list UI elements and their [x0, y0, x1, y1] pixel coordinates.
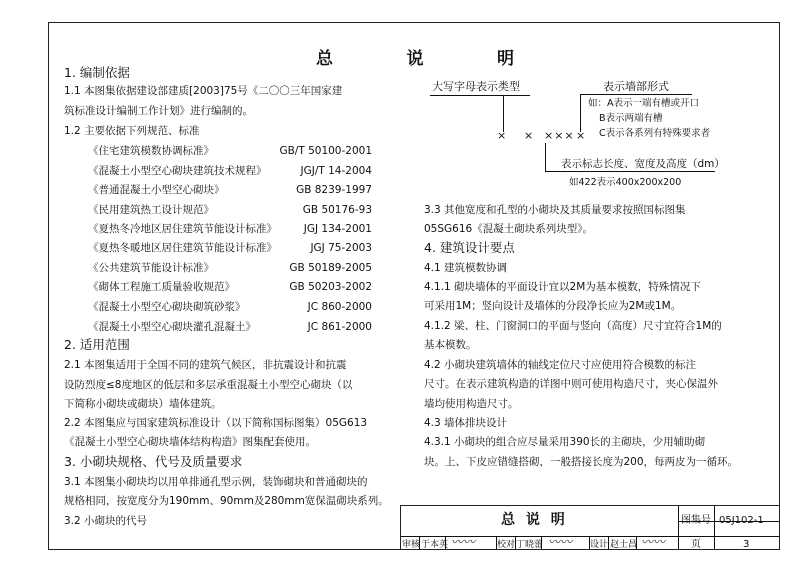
- para-3-1-cont: 规格相同，按宽度分为190mm、90mm及280mm宽保温砌块系列。: [64, 495, 389, 507]
- section-4-heading: 4. 建筑设计要点: [424, 240, 515, 255]
- para-4-2-cont2: 墙均使用构造尺寸。: [424, 398, 519, 410]
- para-4-3-1-cont: 块。上、下皮应错缝搭砌，一般搭接长度为200，每两皮为一循环。: [424, 456, 739, 468]
- standard-code: JC 860-2000: [307, 301, 372, 313]
- sheet-title: 总 说 明: [501, 512, 568, 528]
- standard-name: 《混凝土小型空心砌块砌筑砂浆》: [88, 301, 246, 313]
- check-label: 校对: [497, 540, 516, 550]
- para-3-3-cont: 05SG616《混凝土砌块系列块型》。: [424, 223, 593, 235]
- standard-code: JGJ/T 14-2004: [300, 165, 372, 177]
- atlas-no: 05J102-1: [719, 515, 764, 526]
- section-1-heading: 1. 编制依据: [64, 65, 130, 80]
- para-4-3: 4.3 墙体排块设计: [424, 417, 508, 429]
- standard-code: GB/T 50100-2001: [279, 145, 372, 157]
- para-2-2-cont: 《混凝土小型空心砌块墙体结构构造》图集配套使用。: [64, 436, 316, 448]
- title-char: 总: [316, 49, 335, 69]
- standard-name: 《公共建筑节能设计标准》: [88, 262, 214, 274]
- para-2-2: 2.2 本图集应与国家建筑标准设计（以下简称国标图集）05G613: [64, 417, 368, 429]
- para-1-1: 1.1 本图集依据建设部建质[2003]75号《二〇〇三年国家建: [64, 85, 343, 97]
- standard-name: 《砌体工程施工质量验收规范》: [88, 281, 235, 293]
- standard-row: [88, 144, 372, 158]
- standard-name: 《夏热冬暖地区居住建筑节能设计标准》: [88, 242, 277, 254]
- para-4-1-1: 4.1.1 砌块墙体的平面设计宜以2M为基本模数，特殊情况下: [424, 281, 701, 293]
- standard-row: [88, 222, 372, 236]
- standard-name: 《混凝土小型空心砌块灌孔混凝土》: [88, 321, 256, 333]
- para-2-1: 2.1 本图集适用于全国不同的建筑气候区，非抗震设计和抗震: [64, 359, 347, 371]
- standard-row: [88, 164, 372, 178]
- standard-row: [88, 203, 372, 217]
- title-char: 明: [497, 49, 516, 69]
- standard-row: [88, 280, 372, 294]
- review-label: 审核: [402, 540, 421, 550]
- para-3-1: 3.1 本图集小砌块均以用单排通孔型示例，装饰砌块和普通砌块的: [64, 476, 368, 488]
- type-label: 大写字母表示类型: [432, 80, 520, 93]
- designer-name: 赵士昌: [610, 540, 638, 550]
- title-char: 说: [406, 49, 426, 69]
- wall-form-leader-line: [580, 94, 581, 132]
- option-a: 如：A表示一端有槽或开口: [588, 98, 699, 109]
- para-4-1-2-cont: 基本模数。: [424, 339, 477, 351]
- section-3-heading: 3. 小砌块规格、代号及质量要求: [64, 454, 243, 469]
- type-leader-line: [503, 95, 504, 132]
- code-char: ×: [524, 129, 534, 142]
- wall-form-underline: [580, 94, 692, 95]
- para-4-3-1: 4.3.1 小砌块的组合应尽量采用390长的主砌块，少用辅助砌: [424, 436, 706, 448]
- section-2-heading: 2. 适用范围: [64, 337, 130, 352]
- dim-example: 如422表示400x200x200: [569, 177, 682, 188]
- standard-code: GB 50189-2005: [289, 262, 372, 274]
- designer-signature: 〰〰: [641, 535, 666, 549]
- standard-name: 《民用建筑热工设计规范》: [88, 204, 214, 216]
- option-b: B表示两端有槽: [599, 113, 663, 124]
- standard-name: 《住宅建筑模数协调标准》: [88, 145, 214, 157]
- reviewer-signature: 〰〰: [451, 535, 476, 549]
- dim-leader-line: [545, 143, 546, 171]
- para-4-2-cont: 尺寸。在表示建筑构造的详图中则可使用构造尺寸，夹心保温外: [424, 378, 718, 390]
- standard-row: [88, 300, 372, 314]
- option-c: C表示各系列有特殊要求者: [599, 128, 711, 139]
- standard-name: 《夏热冬冷地区居住建筑节能设计标准》: [88, 223, 277, 235]
- standard-code: JC 861-2000: [307, 321, 372, 333]
- code-char-group: ×××: [544, 129, 575, 142]
- standard-name: 《普通混凝土小型空心砌块》: [88, 184, 225, 196]
- standard-row: [88, 241, 372, 255]
- standard-code: JGJ 75-2003: [310, 242, 372, 254]
- code-char: ×: [497, 129, 507, 142]
- wall-form-label: 表示墙部形式: [603, 80, 669, 93]
- para-3-3: 3.3 其他宽度和孔型的小砌块及其质量要求按照国标图集: [424, 204, 686, 216]
- dim-label-underline: [545, 171, 715, 172]
- para-1-1-cont: 筑标准设计编制工作计划》进行编制的。: [64, 105, 253, 117]
- title-block-divider: [714, 506, 715, 549]
- standard-code: GB 8239-1997: [296, 184, 372, 196]
- para-4-1: 4.1 建筑模数协调: [424, 262, 508, 274]
- checker-name: 丁晓蕾: [516, 540, 544, 550]
- para-2-1-cont2: 下简称小砌块或砌块）墙体建筑。: [64, 398, 222, 410]
- standard-code: GB 50176-93: [302, 204, 372, 216]
- para-4-1-1-cont: 可采用1M；竖向设计及墙体的分段净长应为2M或1M。: [424, 300, 682, 312]
- para-1-2: 1.2 主要依据下列规范、标准: [64, 125, 200, 137]
- atlas-no-label: 图集号: [681, 515, 711, 526]
- title-block-divider: [608, 536, 609, 549]
- checker-signature: 〰〰: [548, 535, 573, 549]
- page-title: [316, 44, 516, 69]
- para-3-2: 3.2 小砌块的代号: [64, 515, 148, 527]
- standard-row: [88, 183, 372, 197]
- title-block-divider: [678, 506, 679, 549]
- dim-label: 表示标志长度、宽度及高度（dm）: [561, 158, 725, 170]
- title-block: [400, 505, 780, 550]
- standard-code: GB 50203-2002: [289, 281, 372, 293]
- reviewer-name: 于本英: [421, 540, 449, 550]
- type-label-underline: [430, 95, 530, 96]
- standard-name: 《混凝土小型空心砌块建筑技术规程》: [88, 165, 267, 177]
- code-char: ×: [576, 129, 586, 142]
- para-2-1-cont: 设防烈度≤8度地区的低层和多层承重混凝土小型空心砌块（以: [64, 379, 353, 391]
- para-4-1-2: 4.1.2 梁、柱、门窗洞口的平面与竖向（高度）尺寸宜符合1M的: [424, 320, 722, 332]
- para-4-2: 4.2 小砌块建筑墙体的轴线定位尺寸应使用符合模数的标注: [424, 359, 697, 371]
- standard-row: [88, 261, 372, 275]
- standard-row: [88, 320, 372, 334]
- design-label: 设计: [590, 540, 609, 550]
- standard-code: JGJ 134-2001: [303, 223, 372, 235]
- page-no: 3: [743, 539, 750, 550]
- page-label: 页: [691, 539, 701, 550]
